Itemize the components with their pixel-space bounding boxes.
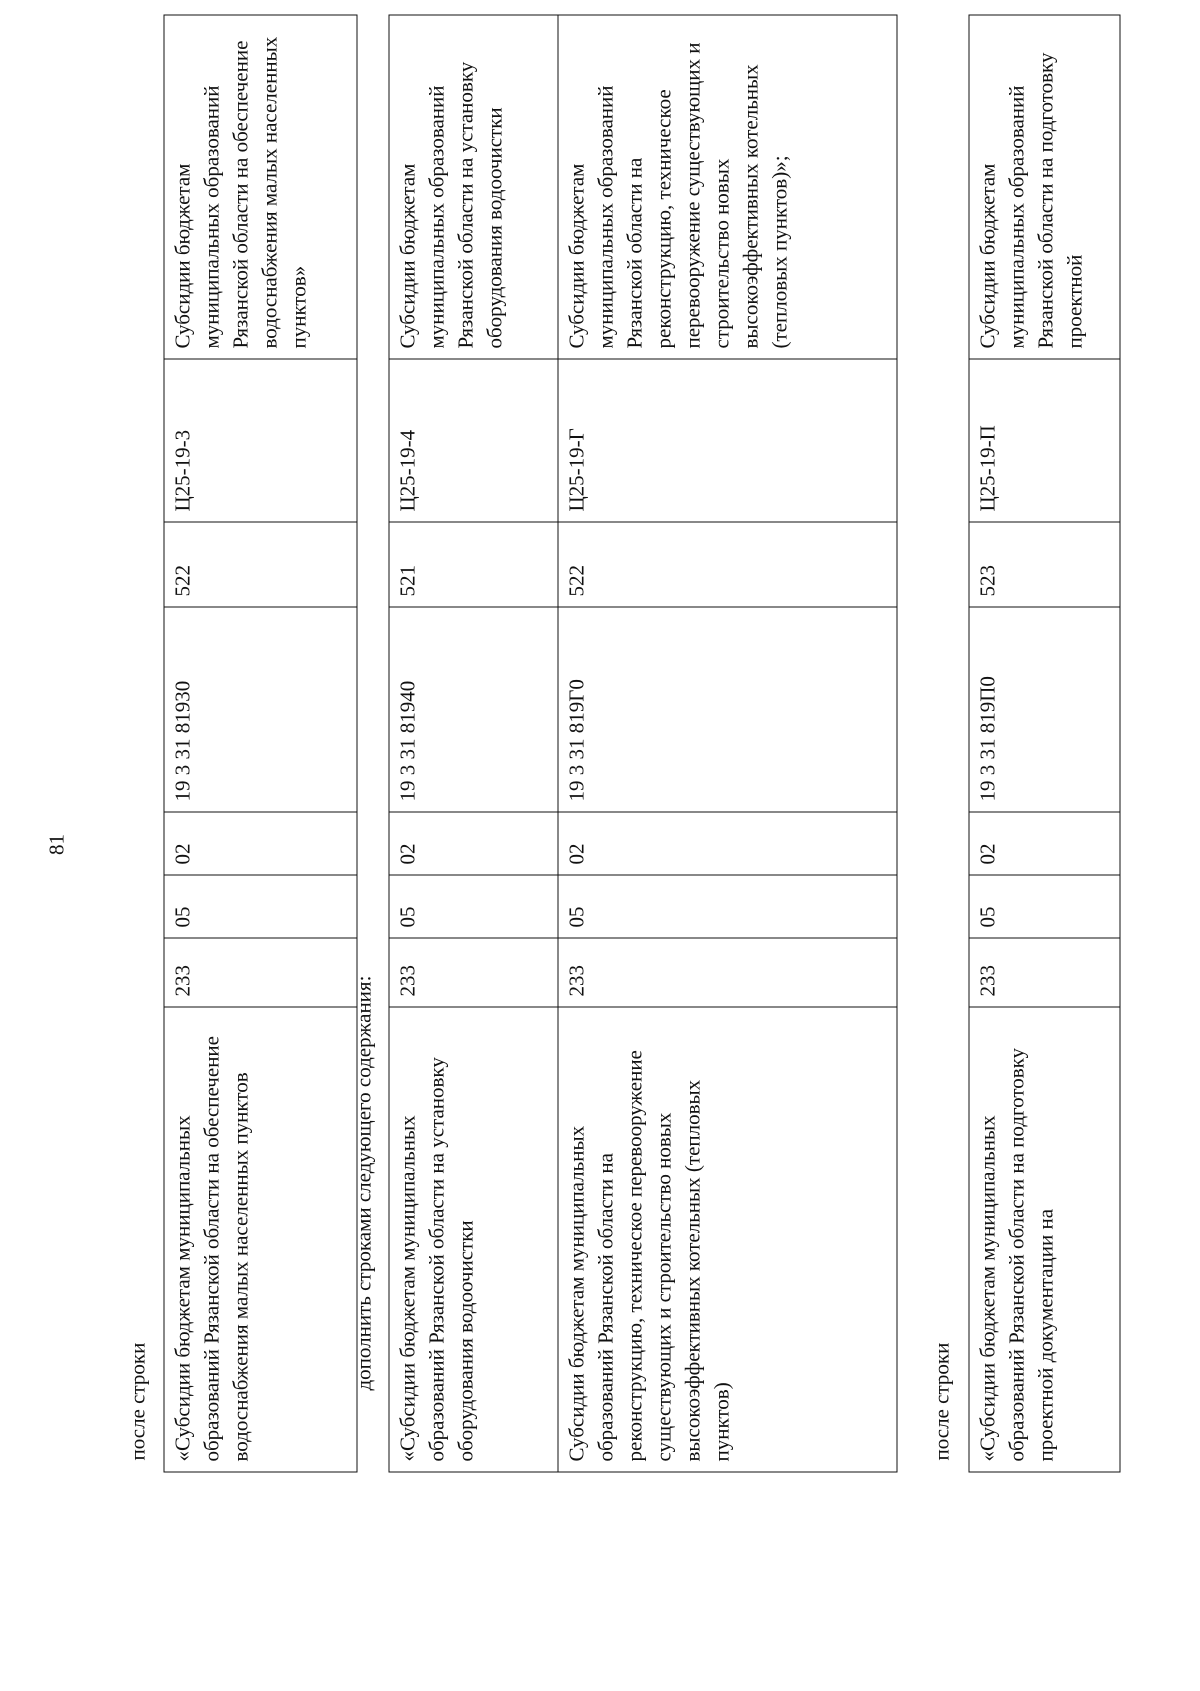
table-row — [558, 15, 897, 1472]
cell-vr: 521 — [389, 522, 558, 607]
table-row — [389, 15, 558, 1472]
cell-pr: 02 — [389, 812, 558, 875]
cell-gr: 233 — [164, 938, 357, 1007]
cell-pr: 02 — [969, 812, 1120, 875]
cell-vr: 523 — [969, 522, 1120, 607]
cell-vr: 522 — [164, 522, 357, 607]
cell-pr: 02 — [164, 812, 357, 875]
cell-gr: 233 — [558, 938, 897, 1007]
cell-code: Ц25-19-3 — [164, 359, 357, 522]
cell-name: Субсидии бюджетам муниципальных образований Рязанской области на реконструкцию, техническое перевооружение существующих и строительство новых высокоэффективных котельных (тепловых пунктов) — [558, 1007, 897, 1472]
cell-pr: 02 — [558, 812, 897, 875]
cell-vr: 522 — [558, 522, 897, 607]
section-lead: после строки — [929, 1342, 954, 1461]
section-lead: дополнить строками следующего содержания: — [351, 975, 376, 1391]
budget-table — [164, 15, 358, 1473]
cell-rz: 05 — [558, 875, 897, 938]
cell-csr: 19 3 31 819П0 — [969, 607, 1120, 812]
table-row — [969, 15, 1120, 1472]
cell-name2: Субсидии бюджетам муниципальных образований Рязанской области на обеспечение водоснабжения малых населенных пунктов» — [164, 15, 357, 359]
cell-rz: 05 — [389, 875, 558, 938]
rotated-content — [1, 0, 1200, 1691]
budget-table — [969, 15, 1121, 1473]
budget-table — [389, 15, 898, 1473]
cell-name2: Субсидии бюджетам муниципальных образований Рязанской области на подготовку проектной — [969, 15, 1120, 359]
section-lead: после строки — [125, 1342, 150, 1461]
page-number: 81 — [44, 834, 69, 855]
cell-name: «Субсидии бюджетам муниципальных образований Рязанской области на установку оборудования водоочистки — [389, 1007, 558, 1472]
table-row — [164, 15, 357, 1472]
cell-name2: Субсидии бюджетам муниципальных образований Рязанской области на реконструкцию, техническое перевооружение существующих и строительство новых высокоэффективных котельных (тепловых пунктов)»; — [558, 15, 897, 359]
cell-code: Ц25-19-4 — [389, 359, 558, 522]
cell-csr: 19 3 31 81940 — [389, 607, 558, 812]
cell-rz: 05 — [969, 875, 1120, 938]
cell-gr: 233 — [969, 938, 1120, 1007]
cell-name2: Субсидии бюджетам муниципальных образований Рязанской области на установку оборудования водоочистки — [389, 15, 558, 359]
cell-code: Ц25-19-Г — [558, 359, 897, 522]
cell-name: «Субсидии бюджетам муниципальных образований Рязанской области на подготовку проектной документации на — [969, 1007, 1120, 1472]
cell-rz: 05 — [164, 875, 357, 938]
cell-code: Ц25-19-П — [969, 359, 1120, 522]
cell-gr: 233 — [389, 938, 558, 1007]
cell-name: «Субсидии бюджетам муниципальных образований Рязанской области на обеспечение водоснабжения малых населенных пунктов — [164, 1007, 357, 1472]
cell-csr: 19 3 31 819Г0 — [558, 607, 897, 812]
cell-csr: 19 3 31 81930 — [164, 607, 357, 812]
